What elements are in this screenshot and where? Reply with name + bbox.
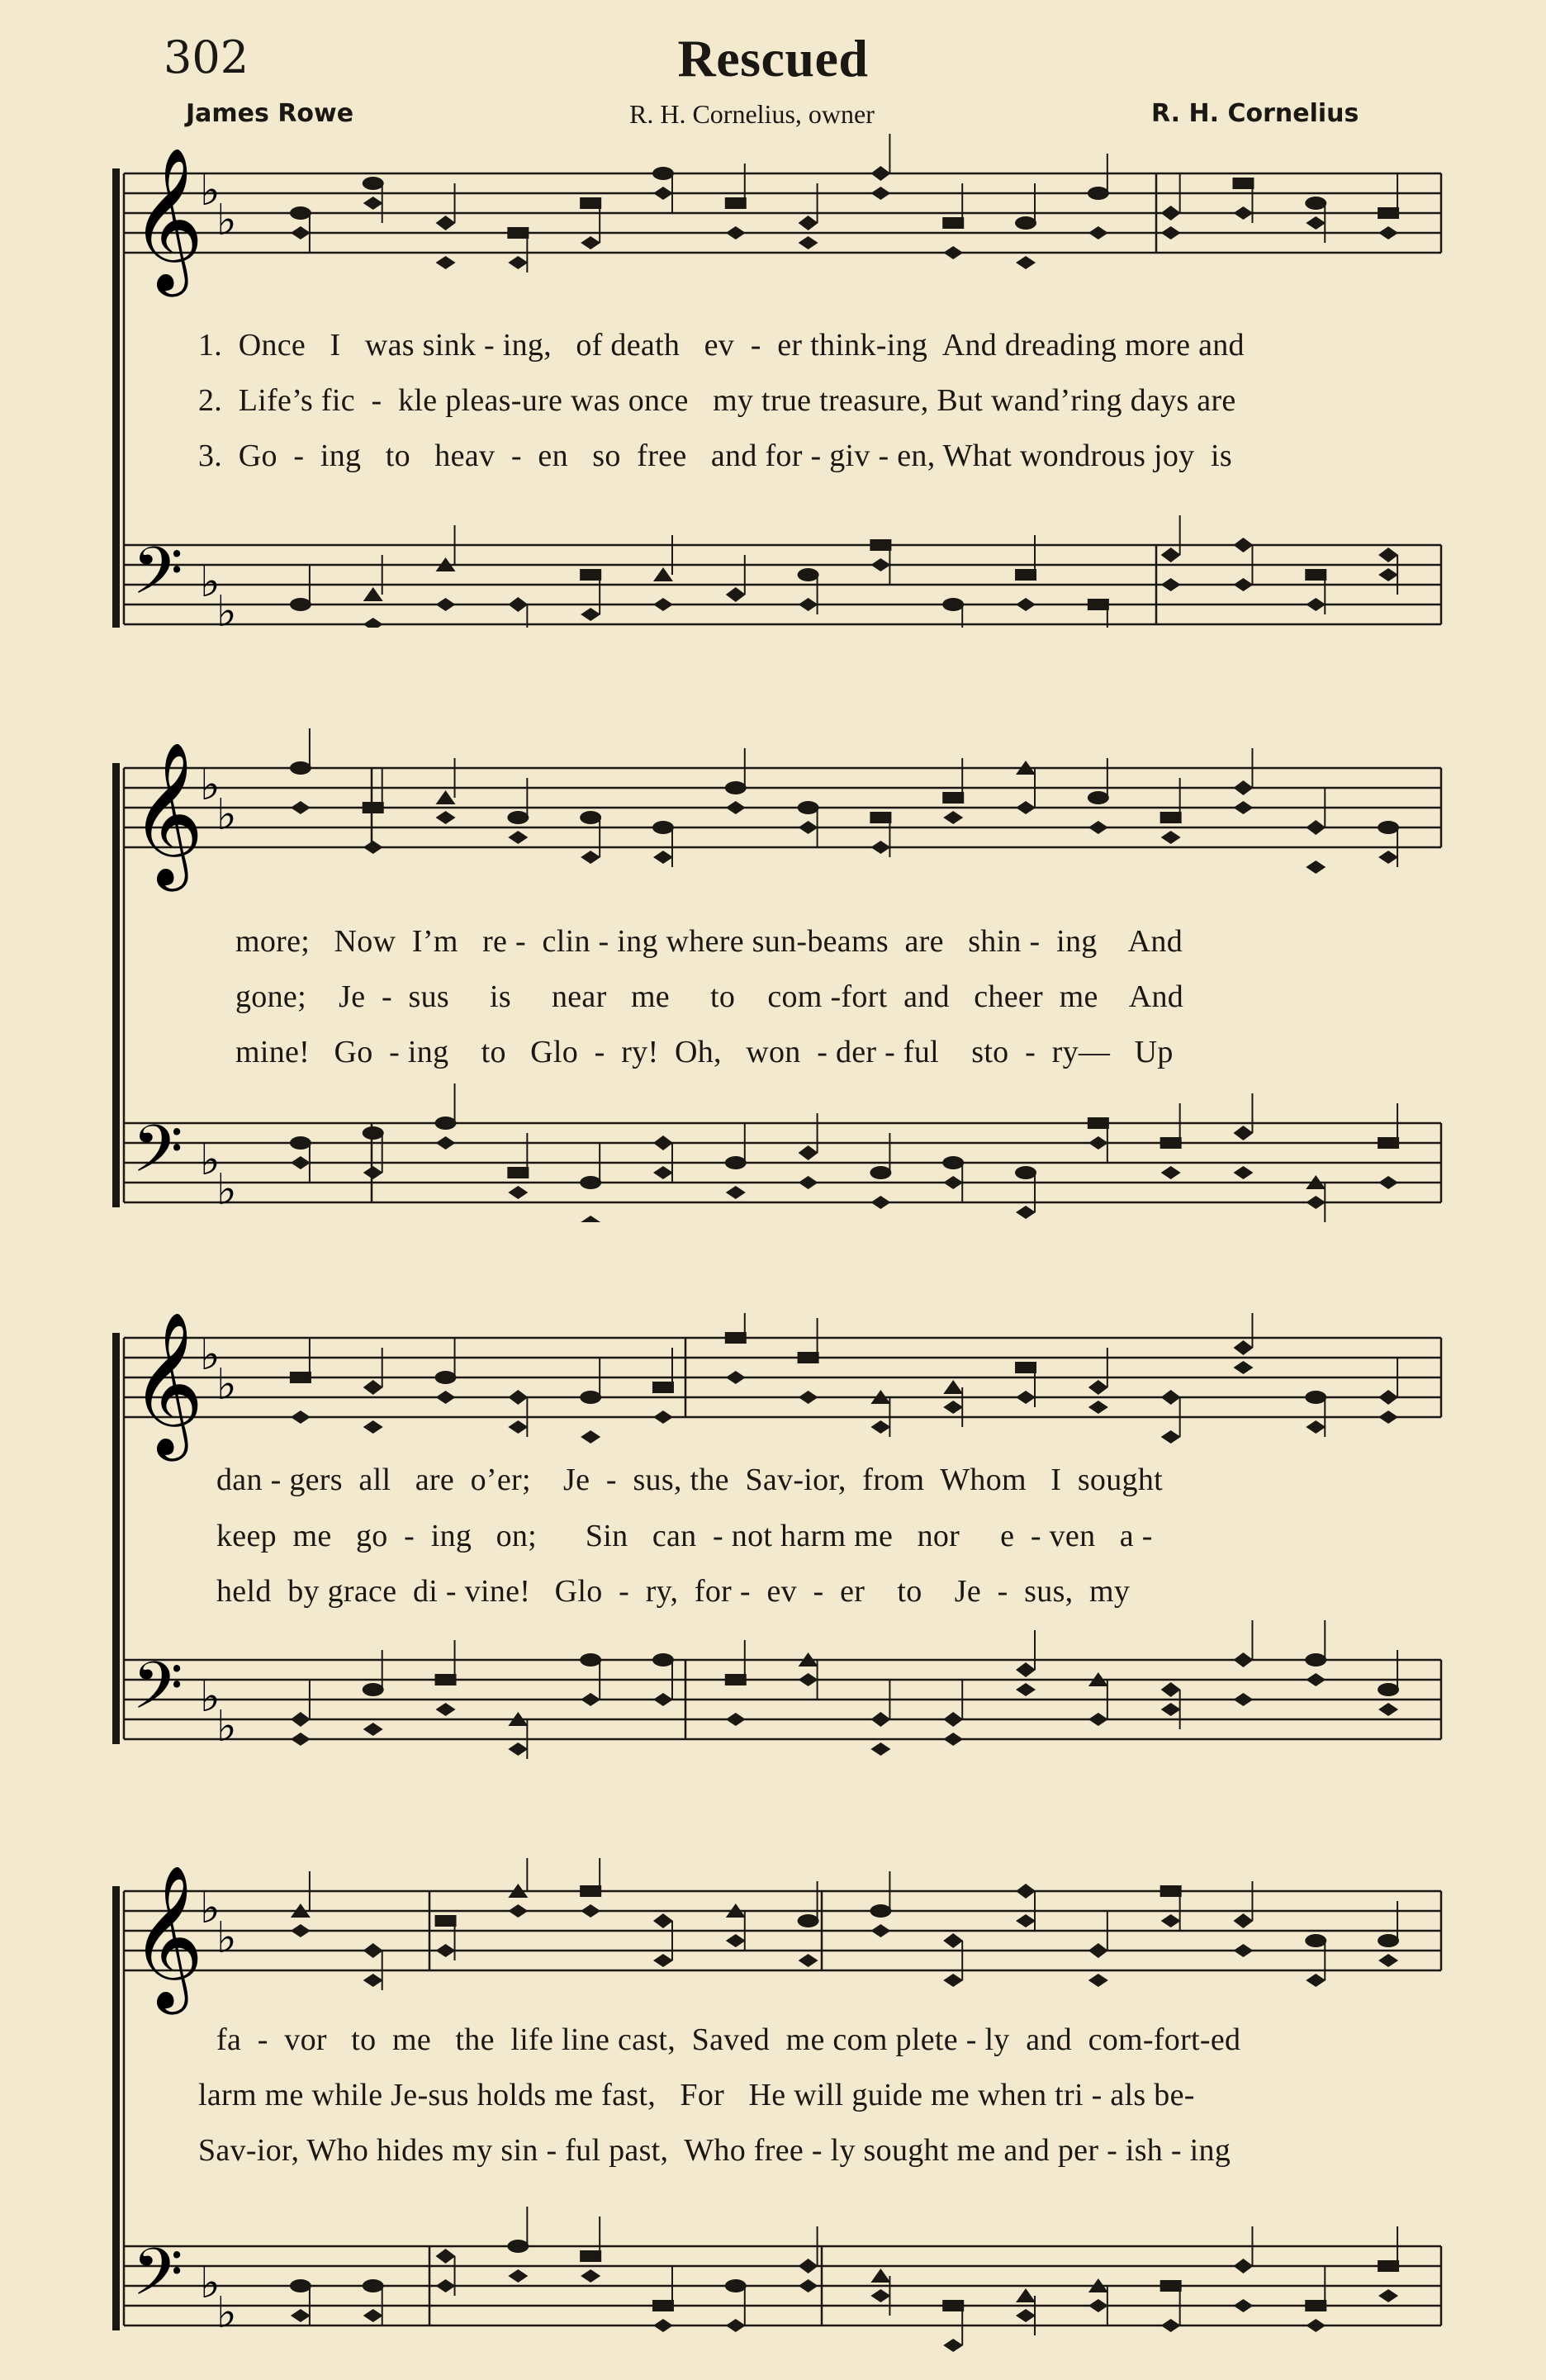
note-head — [1088, 1117, 1109, 1129]
note-head — [581, 2269, 600, 2283]
note-head — [726, 1934, 746, 1947]
lyric-line-verse-2: larm me while Je-sus holds me fast, For He will guide me when tri - als be- — [198, 2078, 1195, 2112]
music-system-2 — [0, 727, 1546, 1222]
note-head — [1088, 1713, 1108, 1726]
note-head — [653, 851, 673, 864]
treble-notes — [290, 728, 1399, 874]
note-head — [653, 567, 673, 581]
note-head — [1016, 801, 1036, 814]
note-head — [1160, 2280, 1182, 2292]
note-head — [870, 2269, 890, 2283]
note-head — [363, 1420, 383, 1434]
note-head — [436, 2249, 456, 2264]
note-head — [580, 1653, 601, 1666]
lyric-line-verse-3: Sav-ior, Who hides my sin - ful past, Who free - ly sought me and per - ish - ing — [198, 2133, 1231, 2168]
note-head — [1305, 1934, 1326, 1947]
note-head — [652, 1382, 674, 1393]
note-head — [942, 217, 964, 229]
bass-clef-icon: 𝄢 — [132, 533, 183, 625]
note-head — [799, 2279, 818, 2292]
note-head — [1233, 780, 1253, 795]
note-head — [1088, 791, 1109, 804]
note-head — [363, 841, 383, 854]
flat-icon: ♭ — [200, 1135, 221, 1185]
note-head — [1306, 2319, 1325, 2332]
note-head — [363, 618, 383, 628]
note-head — [652, 821, 674, 834]
note-head — [726, 1186, 746, 1199]
note-head — [436, 598, 456, 611]
note-head — [798, 568, 819, 581]
note-head — [798, 801, 819, 814]
note-head — [726, 1371, 746, 1384]
note-head — [1016, 1914, 1036, 1927]
note-head — [1161, 2319, 1181, 2332]
note-head — [436, 1944, 456, 1957]
note-head — [943, 1401, 963, 1414]
note-head — [363, 587, 383, 601]
note-head — [1233, 1652, 1253, 1667]
note-head — [363, 197, 383, 210]
note-head — [870, 812, 891, 823]
note-head — [1378, 548, 1398, 562]
note-head — [1378, 1137, 1399, 1149]
note-head — [653, 1135, 673, 1150]
lyric-line-verse-1: 1. Once I was sink - ing, of death ev - er think-ing And dreading more and — [198, 328, 1245, 363]
note-head — [1161, 1390, 1181, 1405]
note-head — [1306, 860, 1325, 874]
lyric-line-verse-1: fa - vor to me the life line cast, Saved me com plete - ly and com-fort-ed — [216, 2022, 1241, 2057]
note-head — [580, 197, 601, 209]
note-head — [799, 1673, 818, 1686]
note-head — [726, 801, 746, 814]
bass-clef-icon: 𝄢 — [132, 1648, 183, 1740]
note-head — [726, 226, 746, 239]
note-head — [1161, 548, 1181, 562]
note-head — [290, 1136, 311, 1150]
music-system-1 — [0, 132, 1546, 628]
note-head — [1378, 1410, 1398, 1424]
note-head — [1305, 569, 1326, 581]
note-head — [799, 821, 818, 834]
note-head — [1016, 1884, 1036, 1899]
note-head — [1161, 1682, 1181, 1697]
system-brace — [112, 168, 120, 628]
note-head — [291, 1733, 311, 1746]
note-head — [870, 1712, 890, 1727]
lyric-line-verse-2: keep me go - ing on; Sin can - not harm me nor e - ven a - — [216, 1519, 1153, 1553]
note-head — [1160, 1885, 1182, 1897]
note-head — [653, 1913, 673, 1928]
note-head — [1306, 820, 1325, 835]
note-head — [870, 841, 890, 854]
note-head — [1306, 598, 1325, 611]
note-head — [943, 1933, 963, 1948]
note-head — [436, 216, 456, 230]
note-head — [435, 1117, 457, 1130]
note-head — [870, 166, 890, 181]
note-head — [1088, 599, 1109, 610]
page-number: 302 — [164, 31, 249, 83]
note-head — [1306, 1196, 1325, 1209]
note-head — [1233, 1944, 1253, 1957]
note-head — [435, 1371, 457, 1384]
note-head — [1233, 2299, 1253, 2312]
note-head — [581, 608, 600, 621]
note-head — [581, 851, 600, 864]
note-head — [1088, 1401, 1108, 1414]
note-head — [290, 598, 311, 611]
note-head — [508, 1390, 528, 1405]
note-head — [581, 1904, 600, 1918]
note-head — [870, 1166, 891, 1179]
note-head — [435, 1915, 457, 1927]
lyricist-credit: James Rowe — [186, 99, 354, 128]
note-head — [580, 2250, 601, 2262]
bass-clef-icon: 𝄢 — [132, 1111, 183, 1203]
note-head — [1161, 1430, 1181, 1444]
note-head — [291, 801, 311, 814]
note-head — [1378, 1954, 1398, 1967]
note-head — [363, 1126, 384, 1140]
note-head — [725, 781, 747, 794]
note-head — [1233, 801, 1253, 814]
note-head — [870, 1742, 890, 1756]
lyric-line-verse-1: dan - gers all are o’er; Je - sus, the Sav-ior, from Whom I sought — [216, 1463, 1163, 1497]
note-head — [725, 2279, 747, 2292]
note-head — [726, 587, 746, 602]
note-head — [653, 598, 673, 611]
lyric-line-verse-3: held by grace di - vine! Glo - ry, for - ev - er to Je - sus, my — [216, 1574, 1131, 1609]
note-head — [1161, 578, 1181, 591]
note-head — [1378, 821, 1399, 834]
note-head — [363, 1723, 383, 1736]
note-head — [1305, 2300, 1326, 2311]
lyric-line-verse-3: mine! Go - ing to Glo - ry! Oh, won - der - ful sto - ry— Up — [235, 1035, 1174, 1069]
note-head — [1088, 821, 1108, 834]
flat-icon: ♭ — [200, 761, 221, 810]
note-head — [1161, 831, 1181, 844]
flat-icon: ♭ — [216, 2288, 237, 2338]
note-head — [1233, 1913, 1253, 1928]
bass-notes — [290, 2207, 1399, 2352]
note-head — [1378, 1703, 1398, 1716]
note-head — [363, 1974, 383, 1987]
note-head — [363, 2279, 384, 2292]
lyric-line-verse-2: gone; Je - sus is near me to com -fort and cheer me And — [235, 979, 1184, 1014]
note-head — [799, 236, 818, 249]
note-head — [652, 167, 674, 180]
note-head — [725, 1674, 747, 1685]
note-head — [1233, 2259, 1253, 2273]
note-head — [1233, 538, 1253, 552]
note-head — [1016, 1683, 1036, 1696]
note-head — [870, 558, 890, 571]
note-head — [943, 1380, 963, 1394]
note-head — [1233, 206, 1253, 220]
system-brace — [112, 763, 120, 1207]
note-head — [1305, 1653, 1326, 1666]
note-head — [1088, 187, 1109, 200]
system-brace — [112, 1886, 120, 2330]
note-head — [1088, 1974, 1108, 1987]
note-head — [870, 1420, 890, 1434]
flat-icon: ♭ — [216, 1165, 237, 1215]
note-head — [799, 2259, 818, 2273]
note-head — [1378, 1390, 1398, 1405]
lyric-line-verse-1: more; Now I’m re - clin - ing where sun-beams are shin - ing And — [235, 924, 1183, 959]
composer-credit: R. H. Cornelius — [1151, 99, 1359, 128]
note-head — [1233, 1340, 1253, 1355]
note-head — [870, 1196, 890, 1209]
note-head — [291, 1410, 311, 1424]
note-head — [653, 187, 673, 200]
note-head — [581, 1216, 600, 1222]
bass-clef-icon: 𝄢 — [132, 2234, 183, 2326]
note-head — [1016, 598, 1036, 611]
lyric-line-verse-2: 2. Life’s fic - kle pleas-ure was once my true treasure, But wand’ring days are — [198, 383, 1236, 418]
note-head — [799, 1176, 818, 1189]
note-head — [870, 539, 891, 551]
note-head — [653, 1166, 673, 1179]
note-head — [1160, 812, 1182, 823]
note-head — [1232, 178, 1254, 189]
flat-icon: ♭ — [200, 1884, 221, 1933]
note-head — [725, 1332, 747, 1344]
note-head — [290, 206, 311, 220]
note-head — [581, 1430, 600, 1444]
note-head — [1378, 568, 1398, 581]
flat-icon: ♭ — [216, 1913, 237, 1963]
flat-icon: ♭ — [216, 1360, 237, 1410]
note-head — [580, 1391, 601, 1404]
note-head — [1306, 1673, 1325, 1686]
note-head — [507, 2240, 529, 2253]
note-head — [581, 236, 600, 249]
lyric-line-verse-3: 3. Go - ing to heav - en so free and for - giv - en, What wondrous joy is — [198, 439, 1232, 473]
note-head — [798, 1914, 819, 1927]
note-head — [653, 1693, 673, 1706]
note-head — [1160, 1137, 1182, 1149]
note-head — [799, 216, 818, 230]
note-head — [363, 1683, 384, 1696]
note-head — [942, 2300, 964, 2311]
note-head — [508, 1186, 528, 1199]
note-head — [1088, 1380, 1108, 1395]
note-head — [942, 792, 964, 804]
note-head — [943, 1733, 963, 1746]
note-head — [943, 811, 963, 824]
note-head — [363, 177, 384, 190]
note-head — [1378, 1683, 1399, 1696]
note-head — [1088, 1943, 1108, 1958]
note-head — [1016, 256, 1036, 269]
note-head — [1161, 1703, 1181, 1716]
note-head — [1015, 1166, 1036, 1179]
note-head — [436, 811, 456, 824]
note-head — [580, 1885, 601, 1897]
note-head — [436, 256, 456, 269]
flat-icon: ♭ — [216, 1702, 237, 1752]
note-head — [291, 226, 311, 239]
note-head — [943, 1176, 963, 1189]
treble-clef-icon: 𝄞 — [130, 147, 204, 291]
note-head — [363, 1166, 383, 1179]
note-head — [1016, 1206, 1036, 1219]
note-head — [291, 1156, 311, 1169]
note-head — [508, 2269, 528, 2283]
flat-icon: ♭ — [216, 790, 237, 840]
note-head — [1015, 1362, 1036, 1373]
note-head — [943, 1974, 963, 1987]
note-head — [363, 1380, 383, 1395]
note-head — [363, 802, 384, 813]
bass-staff — [124, 2246, 1441, 2325]
note-head — [1233, 1166, 1253, 1179]
note-head — [799, 598, 818, 611]
note-head — [799, 1954, 818, 1967]
note-head — [726, 1713, 746, 1726]
note-head — [1088, 1136, 1108, 1150]
note-head — [436, 1136, 456, 1150]
note-head — [1016, 2309, 1036, 2322]
note-head — [1233, 578, 1253, 591]
treble-clef-icon: 𝄞 — [130, 1313, 204, 1455]
note-head — [580, 1176, 601, 1189]
note-head — [798, 1352, 819, 1363]
note-head — [363, 2309, 383, 2322]
copyright-credit: R. H. Cornelius, owner — [629, 99, 875, 129]
flat-icon: ♭ — [216, 196, 237, 245]
note-head — [1378, 1934, 1399, 1947]
note-head — [943, 246, 963, 259]
note-head — [290, 2279, 311, 2292]
bass-notes — [290, 515, 1398, 628]
note-head — [1378, 226, 1398, 239]
note-head — [870, 1904, 891, 1918]
note-head — [653, 1410, 673, 1424]
note-head — [870, 1924, 890, 1937]
note-head — [1378, 1176, 1398, 1189]
note-head — [799, 1145, 818, 1160]
note-head — [1378, 851, 1398, 864]
note-head — [1016, 1662, 1036, 1677]
note-head — [1378, 2260, 1399, 2272]
note-head — [507, 811, 529, 824]
note-head — [652, 2300, 674, 2311]
note-head — [1378, 207, 1399, 219]
hymn-title: Rescued — [677, 29, 869, 88]
note-head — [580, 569, 601, 581]
note-head — [291, 2309, 311, 2322]
note-head — [1161, 206, 1181, 220]
note-head — [1233, 1361, 1253, 1374]
note-head — [799, 1391, 818, 1404]
note-head — [291, 1924, 311, 1937]
flat-icon: ♭ — [200, 1330, 221, 1380]
note-head — [725, 1156, 747, 1169]
note-head — [943, 2339, 963, 2352]
note-head — [1306, 1420, 1325, 1434]
treble-clef-icon: 𝄞 — [130, 1865, 204, 2008]
note-head — [508, 597, 528, 612]
note-head — [1015, 216, 1036, 230]
note-head — [508, 1742, 528, 1756]
note-head — [870, 187, 890, 200]
note-head — [1378, 2289, 1398, 2302]
note-head — [1233, 1693, 1253, 1706]
note-head — [1305, 1391, 1326, 1404]
note-head — [1161, 1914, 1181, 1927]
note-head — [942, 598, 964, 611]
note-head — [653, 2319, 673, 2332]
note-head — [508, 256, 528, 269]
note-head — [291, 1712, 311, 1727]
treble-clef-icon: 𝄞 — [130, 742, 204, 885]
note-head — [508, 1420, 528, 1434]
note-head — [725, 197, 747, 209]
flat-icon: ♭ — [200, 166, 221, 216]
note-head — [580, 811, 601, 824]
note-head — [870, 2289, 890, 2302]
note-head — [507, 1167, 529, 1178]
note-head — [363, 1943, 383, 1958]
note-head — [436, 1703, 456, 1716]
note-head — [508, 831, 528, 844]
note-head — [1016, 1391, 1036, 1404]
note-head — [942, 1156, 964, 1169]
note-head — [726, 2319, 746, 2332]
note-head — [1161, 226, 1181, 239]
note-head — [652, 1653, 674, 1666]
note-head — [1088, 2299, 1108, 2312]
flat-icon: ♭ — [200, 2259, 221, 2308]
note-head — [1088, 226, 1108, 239]
note-head — [436, 1391, 456, 1404]
flat-icon: ♭ — [216, 587, 237, 628]
note-head — [653, 1954, 673, 1967]
flat-icon: ♭ — [200, 1672, 221, 1722]
note-head — [581, 1693, 600, 1706]
note-head — [290, 761, 311, 775]
note-head — [435, 1674, 457, 1685]
note-head — [943, 1712, 963, 1727]
note-head — [1016, 2288, 1036, 2302]
note-head — [1015, 569, 1036, 581]
treble-staff — [124, 1891, 1441, 1970]
note-head — [508, 1904, 528, 1918]
note-head — [507, 227, 529, 239]
flat-icon: ♭ — [200, 557, 221, 607]
note-head — [1305, 197, 1326, 210]
note-head — [1161, 1166, 1181, 1179]
note-head — [1306, 216, 1325, 230]
note-head — [436, 790, 456, 804]
note-head — [1233, 1126, 1253, 1140]
note-head — [436, 2279, 456, 2292]
note-head — [1306, 1974, 1325, 1987]
system-brace — [112, 1333, 120, 1744]
note-head — [290, 1372, 311, 1383]
